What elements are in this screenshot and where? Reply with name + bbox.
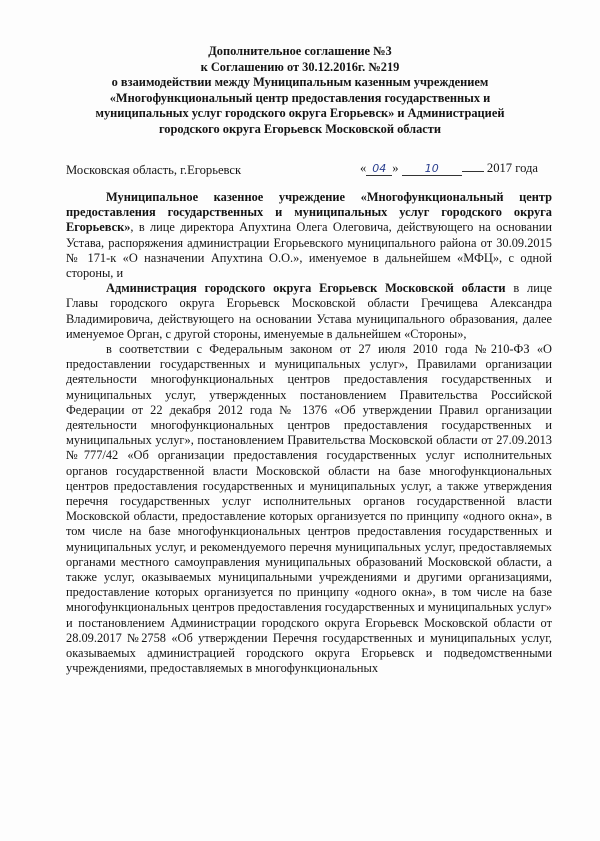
date-month-handwritten: 10 — [402, 162, 462, 176]
date-day-handwritten: 04 — [366, 162, 392, 176]
date-year: 2017 года — [486, 161, 539, 175]
paragraph-legal-basis: в соответствии с Федеральным законом от 27 июля 2010 года №210-ФЗ «О предоставлении государственных и муниципальных услуг», Правилами организации деятельности многофункциональных центров предоставления государственных и муниципальных услуг, утвержденных постановлением Правительства Российской Федерации от 22 декабря 2012 года № 1376 «Об утверждении Правил организации деятельности многофункциональных центров предоставления государственных и муниципальных услуг», постановлением Правительства Московской области от 27.09.2013 №777/42 «Об организации предоставления государственных услуг исполнительных органов государственной власти Московской области на базе многофункциональных центров предоставления государственных и муниципальных услуг, а также утверждения перечня государственных услуг исполнительных органов государственной власти Московской области, предоставление которых организуется по принципу «одного окна», в том числе на базе многофункциональных центров предоставления государственных и муниципальных услуг, и рекомендуемого перечня муниципальных услуг, предоставляемых органами местного самоуправления муниципальных образований Московской области, а также услуг, оказываемых муниципальными учреждениями и другими организациями, предоставление которых организуется по принципу «одного окна», в том числе на базе многофункциональных центров предоставления государственных и муниципальных услуг» и постановлением Администрации городского округа Егорьевск Московской области от 28.09.2017 №2758 «Об утверждении Перечня государственных и муниципальных услуг, оказываемых администрацией городского округа Егорьевск и подведомственными учреждениями, предоставляемых в многофункциональных — [66, 342, 552, 676]
paragraph-administration-text: в лице Главы городского округа Егорьевск Московской области Гречищева Александра Владимировича, действующего на основании Устава муниципального образования, далее именуемое Орган, с другой стороны, именуемые в дальнейшем «Стороны», — [66, 281, 552, 341]
document-date — [360, 161, 538, 176]
document-body — [66, 190, 552, 677]
title-line-1: Дополнительное соглашение №3 — [208, 44, 392, 58]
place-text: Московская область, г.Егорьевск — [66, 163, 242, 177]
paragraph-mfc — [66, 190, 552, 281]
paragraph-mfc-bold: Муниципальное казенное учреждение «Многофункциональный центр предоставления государственных и муниципальных услуг городского округа Егорьевск» — [66, 190, 552, 235]
title-line-3: о взаимодействии между Муниципальным казенным учреждением — [111, 75, 489, 89]
date-open-quote: « — [360, 161, 367, 175]
paragraph-administration — [66, 281, 552, 342]
title-line-5: муниципальных услуг городского округа Егорьевск» и Администрацией — [95, 106, 505, 120]
title-line-6: городского округа Егорьевск Московской области — [158, 121, 442, 136]
paragraph-mfc-text: , в лице директора Апухтина Олега Олеговича, действующего на основании Устава, распоряжения администрации Егорьевского муниципального района от 30.09.2015 № 171-к «О назначении Апухтина О.О.», именуемое в дальнейшем «МФЦ», с одной стороны, и — [66, 220, 552, 281]
document-title — [50, 44, 550, 137]
title-line-4: «Многофункциональный центр предоставления государственных и — [109, 90, 491, 105]
title-line-2: к Соглашению от 30.12.2016г. №219 — [200, 59, 400, 74]
paragraph-administration-bold: Администрация городского округа Егорьевск Московской области — [106, 281, 506, 296]
date-close-quote: » — [392, 161, 399, 175]
date-blank-line — [462, 171, 484, 172]
